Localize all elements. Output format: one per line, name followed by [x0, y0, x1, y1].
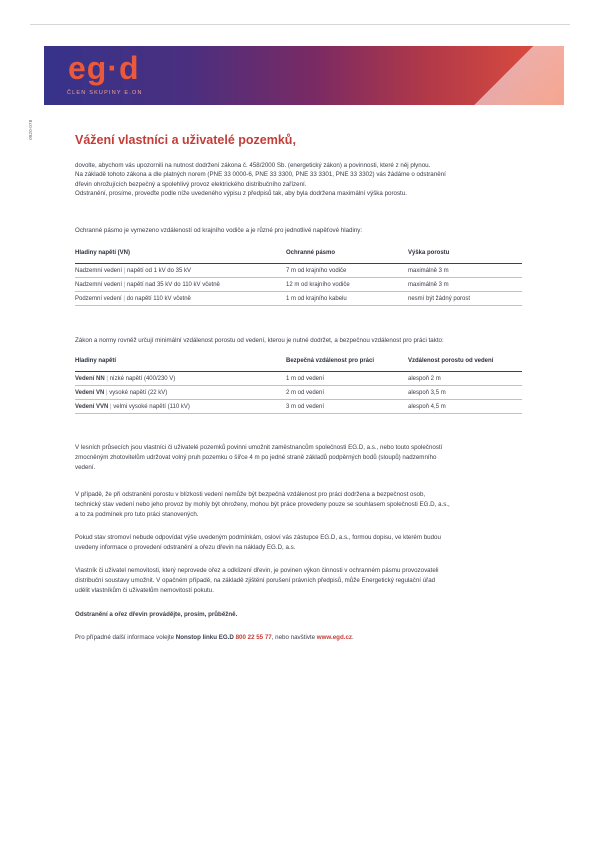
line-type: Nadzemní vedení	[75, 267, 123, 274]
table-row	[75, 264, 522, 278]
table2-intro: Zákon a normy rovněž určují minimální vzdálenost porostu od vedení, kterou je nutné dodržet, a bezpečnou vzdálenost pro práci takto:	[75, 337, 444, 344]
line-detail: napětí nad 35 kV do 110 kV včetně	[126, 281, 220, 288]
contact-line	[75, 633, 545, 643]
paragraph-line: udělit vlastníkům či uživatelům nemovitostí pokutu.	[75, 587, 214, 595]
cell-distance: alespoň 4,5 m	[408, 403, 446, 410]
cell-voltage: Nadzemní vedení | napětí nad 35 kV do 110 kV včetně	[75, 281, 220, 288]
col-vegetation-distance: Vzdálenost porostu od vedení	[408, 358, 494, 364]
table-header	[75, 358, 522, 372]
obligation-paragraph	[75, 566, 545, 597]
table-row	[75, 292, 522, 306]
contact-suffix: .	[351, 634, 354, 641]
line-detail: nízké napětí (400/230 V)	[109, 375, 176, 382]
forest-clearing-paragraph	[75, 443, 545, 474]
paragraph-line: distribuční soustavy umožnit. V opačném případě, na základě zjištění porušení právních předpisů, může Energetický regulační úřad	[75, 577, 436, 585]
intro-line: dovolte, abychom vás upozornili na nutnost dodržení zákona č. 458/2000 Sb. (energetický zákon) a povinnosti, které z něj plynou.	[75, 162, 431, 169]
cell-safe: 1 m od vedení	[286, 375, 325, 382]
closing-request: Odstranění a ořez dřevin provádějte, prosím, průběžně.	[75, 611, 238, 618]
cell-voltage: Podzemní vedení | do napětí 110 kV včetně	[75, 295, 191, 302]
paragraph-line: technický stav vedení nebo jeho provoz by mohly být ohroženy, mohou být práce provedeny pouze se souhlasem společnosti EG.D, a.s.,	[75, 501, 450, 509]
col-vegetation-height: Výška porostu	[408, 250, 450, 256]
paragraph-line: V případě, že při odstranění porostu v blízkosti vedení nemůže být bezpečná vzdálenost pro práci dodržena a bezpečnost osob,	[75, 491, 426, 498]
safe-distance-table	[75, 358, 522, 414]
cell-height: maximálně 3 m	[408, 267, 449, 274]
cell-height: nesmí být žádný porost	[408, 295, 471, 302]
logo-tagline: ČLEN SKUPINY E.ON	[67, 90, 143, 96]
line-type: Podzemní vedení	[75, 295, 122, 302]
hotline-phone[interactable]: 800 22 55 77	[235, 634, 272, 641]
line-type: Vedení VN	[75, 389, 105, 396]
table-row	[75, 372, 522, 386]
cell-height: maximálně 3 m	[408, 281, 449, 288]
intro-line: Na základě tohoto zákona a dle platných norem (PNE 33 0000-6, PNE 33 3300, PNE 33 3301, PNE 33 3302) vás žádáme o odstranění	[75, 171, 446, 179]
cell-safe: 2 m od vedení	[286, 389, 325, 396]
cell-voltage: Vedení VVN | velmi vysoké napětí (110 kV)	[75, 403, 190, 410]
paragraph-line: V lesních průsecích jsou vlastníci či uživatelé pozemků povinni umožnit zaměstnancům společnosti EG.D, a.s., nebo touto společností	[75, 444, 443, 451]
cell-zone: 1 m od krajního kabelu	[286, 295, 347, 302]
paragraph-line: Pokud stav stromoví nebude odpovídat výše uvedeným podmínkám, osloví vás zástupce EG.D, a.s., formou dopisu, ve kterém budou	[75, 534, 441, 541]
col-protection-zone: Ochranné pásmo	[286, 250, 336, 256]
table-header	[75, 250, 522, 264]
line-type: Vedení NN	[75, 375, 105, 382]
website-link[interactable]: www.egd.cz	[316, 634, 352, 641]
cell-voltage: Vedení NN | nízké napětí (400/230 V)	[75, 375, 176, 382]
notice-paragraph	[75, 533, 545, 553]
intro-paragraph	[75, 161, 545, 198]
table-row	[75, 400, 522, 414]
line-detail: napětí od 1 kV do 35 kV	[126, 267, 191, 274]
intro-line: Odstranění, prosíme, proveďte podle níže uvedeného výpisu z předpisů tak, aby byla dodržena maximální výška porostu.	[75, 189, 407, 197]
line-detail: do napětí 110 kV včetně	[126, 295, 191, 302]
egd-logo: eg·d	[68, 50, 140, 86]
table-row	[75, 386, 522, 400]
line-type: Vedení VVN	[75, 403, 109, 410]
paragraph-line: vedení.	[75, 464, 96, 472]
contact-prefix: Pro případné další informace volejte	[75, 634, 176, 641]
line-detail: vysoké napětí (22 kV)	[109, 389, 168, 396]
cell-zone: 7 m od krajního vodiče	[286, 267, 347, 274]
col-voltage-levels: Hladiny napětí (VN)	[75, 250, 131, 256]
cell-zone: 12 m od krajního vodiče	[286, 281, 350, 288]
col-voltage-levels: Hladiny napětí	[75, 358, 117, 364]
table-row	[75, 278, 522, 292]
cell-voltage: Vedení VN | vysoké napětí (22 kV)	[75, 389, 168, 396]
safety-paragraph	[75, 490, 545, 521]
hotline-label: Nonstop linku EG.D	[175, 634, 236, 641]
table1-intro: Ochranné pásmo je vymezeno vzdáleností od krajního vodiče a je různé pro jednotlivé napěťové hladiny:	[75, 227, 363, 234]
cell-distance: alespoň 2 m	[408, 375, 441, 382]
intro-line: dřevin ohrožujících bezpečný a spolehlivý provoz elektrického distribučního zařízení.	[75, 180, 307, 188]
banner-wedge	[444, 46, 564, 105]
line-type: Nadzemní vedení	[75, 281, 123, 288]
paragraph-line: Vlastník či uživatel nemovitosti, který neprovede ořez a odklizení dřevin, je povinen výkon činnosti v ochranném pásmu provozovateli	[75, 567, 439, 574]
paragraph-line: zmocněným zhotovitelům udržovat volný pruh pozemku o šířce 4 m po jedné straně základů podpěrných bodů (sloupů) nadzemního	[75, 454, 437, 462]
top-rule	[30, 24, 570, 25]
cell-safe: 3 m od vedení	[286, 403, 325, 410]
cell-voltage: Nadzemní vedení | napětí od 1 kV do 35 kV	[75, 267, 191, 274]
document-code: 0920-078	[29, 119, 34, 140]
protection-zone-table	[75, 250, 522, 306]
letter-heading: Vážení vlastníci a uživatelé pozemků,	[75, 133, 296, 147]
paragraph-line: a to za podmínek pro tuto práci stanovených.	[75, 511, 199, 519]
line-detail: velmi vysoké napětí (110 kV)	[113, 403, 190, 410]
contact-middle: , nebo navštivte	[271, 634, 317, 641]
cell-distance: alespoň 3,5 m	[408, 389, 446, 396]
col-safe-distance: Bezpečná vzdálenost pro práci	[286, 358, 375, 364]
paragraph-line: uvedeny informace o provedení odstranění a ořezu dřevin na náklady EG.D, a.s.	[75, 544, 296, 552]
